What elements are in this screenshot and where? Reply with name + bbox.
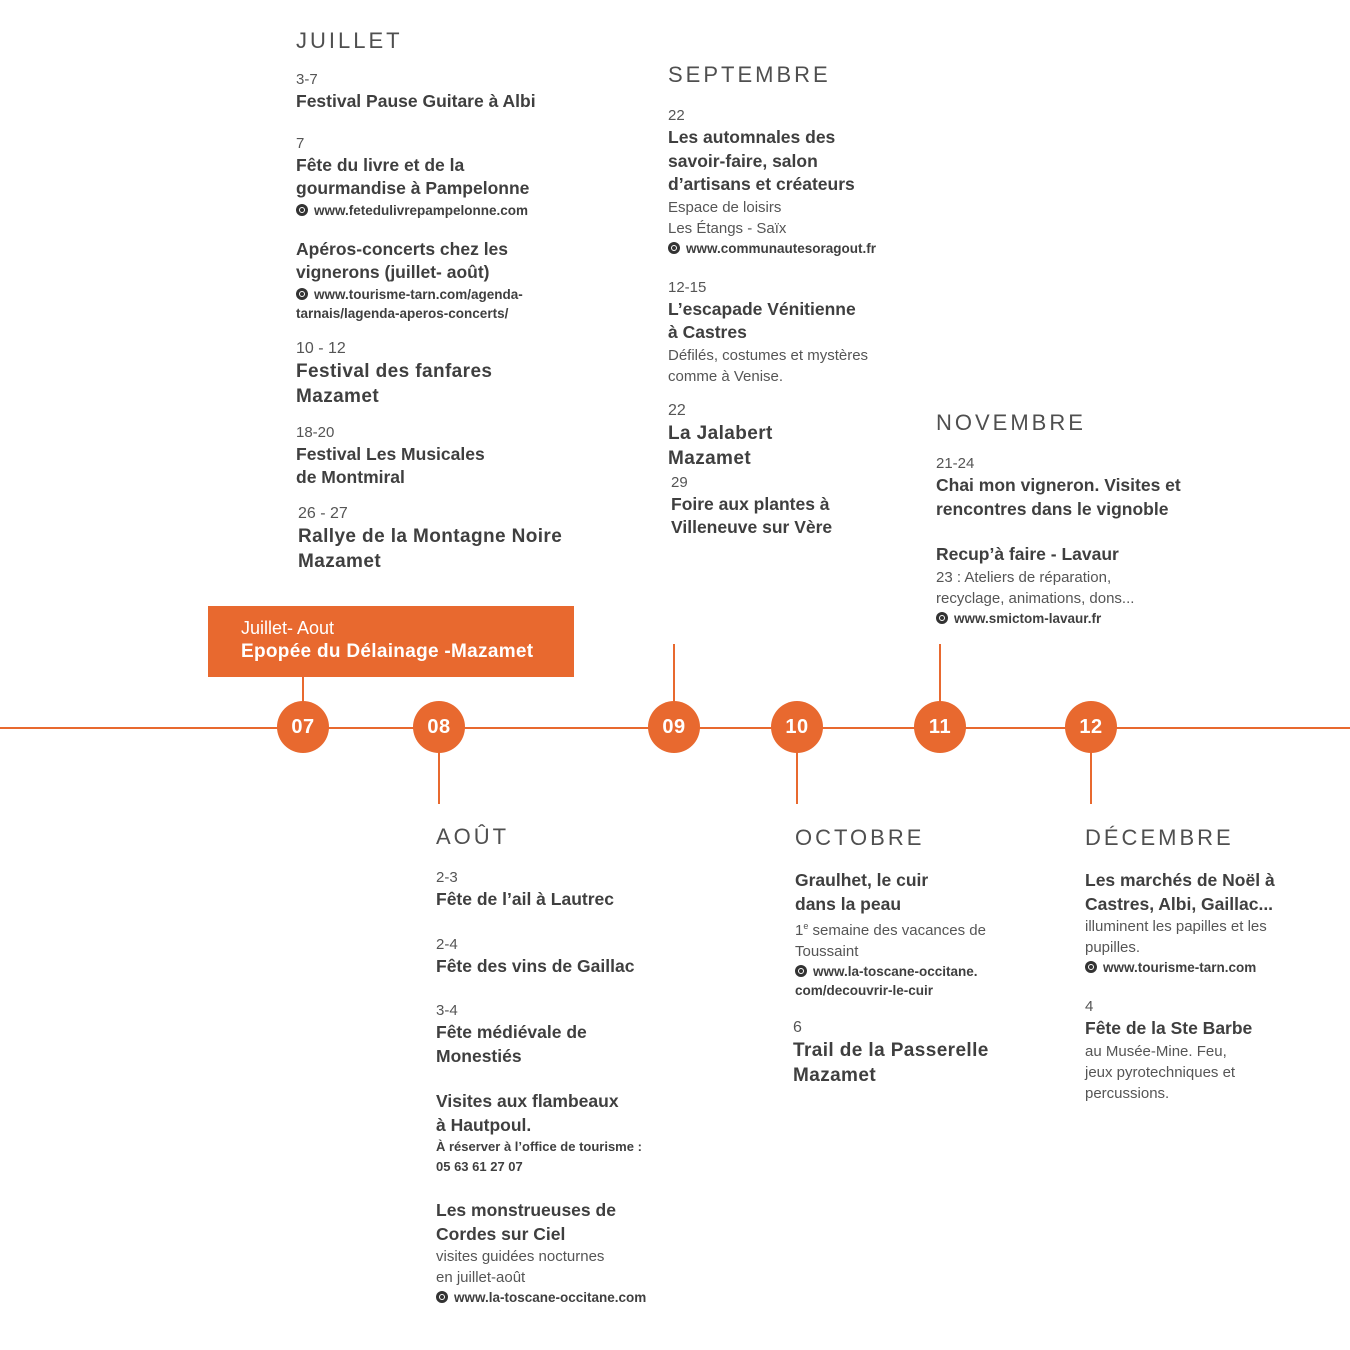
web-icon	[436, 1291, 448, 1303]
event-title: Graulhet, le cuir dans la peau	[795, 870, 929, 914]
event-link[interactable]: www.la-toscane-occitane. com/decouvrir-le-cuir	[795, 964, 978, 998]
event-title: Apéros-concerts chez les vignerons (juillet- août)	[296, 238, 509, 282]
event-item	[795, 869, 1055, 1000]
event-date: 21-24	[936, 455, 975, 472]
event-title: Recup’à faire - Lavaur	[936, 544, 1119, 564]
event-item	[296, 339, 596, 409]
event-date: 26 - 27	[298, 504, 348, 522]
event-description: 23 : Ateliers de réparation, recyclage, animations, dons...	[936, 568, 1135, 607]
event-title: Trail de la Passerelle Mazamet	[793, 1040, 989, 1086]
event-link[interactable]: www.smictom-lavaur.fr	[936, 609, 1226, 628]
month-title-october: OCTOBRE	[795, 825, 925, 850]
event-item	[1085, 997, 1325, 1104]
event-date: 3-7	[296, 71, 318, 88]
september-column	[668, 62, 928, 562]
event-description: visites guidées nocturnes en juillet-août	[436, 1248, 605, 1286]
event-item	[436, 1001, 736, 1068]
connector-09	[673, 644, 675, 704]
event-description: Défilés, costumes et mystères comme à Venise.	[668, 346, 869, 385]
event-item	[296, 423, 596, 490]
event-item	[668, 278, 928, 387]
event-description: au Musée-Mine. Feu, jeux pyrotechniques et percussions.	[1085, 1042, 1236, 1102]
august-column	[436, 824, 736, 1329]
event-description: Espace de loisirs Les Étangs - Saïx	[668, 198, 787, 237]
event-note: À réserver à l’office de tourisme : 05 63 61 27 07	[436, 1139, 642, 1174]
july-column	[296, 28, 596, 596]
event-item	[436, 868, 736, 912]
event-item	[936, 543, 1226, 628]
event-title: Fête de la Ste Barbe	[1085, 1018, 1253, 1038]
event-title: Les marchés de Noël à Castres, Albi, Gaillac...	[1085, 870, 1275, 914]
event-title: Chai mon vigneron. Visites et rencontres dans le vignoble	[936, 475, 1181, 519]
web-icon	[296, 204, 308, 216]
event-link[interactable]: www.communautesoragout.fr	[668, 239, 928, 258]
event-title: Fête des vins de Gaillac	[436, 955, 635, 976]
event-link[interactable]: www.tourisme-tarn.com	[1085, 958, 1325, 977]
connector-10	[796, 748, 798, 804]
event-date: 2-4	[436, 935, 458, 953]
event-title: Visites aux flambeaux à Hautpoul.	[436, 1091, 619, 1135]
event-title: Rallye de la Montagne Noire Mazamet	[298, 525, 563, 572]
event-item	[793, 1018, 1055, 1088]
month-node-08: 08	[413, 701, 465, 753]
event-title: Fête de l’ail à Lautrec	[436, 889, 614, 909]
banner-epopee	[208, 606, 574, 677]
december-column	[1085, 825, 1325, 1126]
web-icon	[668, 242, 680, 254]
month-node-11: 11	[914, 701, 966, 753]
event-date: 10 - 12	[296, 339, 346, 357]
event-title: Festival des fanfares Mazamet	[296, 360, 493, 407]
month-title-december: DÉCEMBRE	[1085, 825, 1234, 850]
event-date: 22	[668, 107, 685, 124]
event-date: 18-20	[296, 423, 335, 441]
event-link[interactable]: www.tourisme-tarn.com/agenda- tarnais/lagenda-aperos-concerts/	[296, 286, 523, 321]
event-title: Les automnales des savoir-faire, salon d’artisans et créateurs	[668, 127, 855, 194]
month-node-10: 10	[771, 701, 823, 753]
web-icon	[1085, 961, 1097, 973]
month-node-07: 07	[277, 701, 329, 753]
connector-08	[438, 748, 440, 804]
event-item	[296, 134, 596, 220]
event-date: 4	[1085, 998, 1094, 1015]
event-item	[436, 1199, 736, 1307]
event-item	[296, 238, 596, 323]
month-node-09: 09	[648, 701, 700, 753]
month-node-12: 12	[1065, 701, 1117, 753]
event-item	[671, 473, 928, 540]
event-title: Fête du livre et de la gourmandise à Pampelonne	[296, 154, 530, 198]
event-date: 6	[793, 1019, 802, 1036]
event-item	[1085, 869, 1325, 977]
event-item	[936, 454, 1226, 521]
event-link[interactable]: www.fetedulivrepampelonne.com	[296, 201, 596, 220]
event-item	[668, 401, 928, 471]
banner-title: Epopée du Délainage -Mazamet	[241, 641, 534, 662]
event-date: 22	[668, 401, 686, 419]
connector-11	[939, 644, 941, 704]
october-column	[795, 825, 1055, 1110]
event-title: La Jalabert Mazamet	[668, 422, 773, 469]
event-title: Festival Les Musicales de Montmiral	[296, 443, 485, 487]
event-title: Festival Pause Guitare à Albi	[296, 91, 536, 111]
connector-12	[1090, 748, 1092, 804]
event-title: L’escapade Vénitienne à Castres	[668, 298, 856, 342]
event-date: 2-3	[436, 869, 458, 886]
banner-dates: Juillet- Aout	[241, 618, 335, 638]
web-icon	[296, 288, 308, 300]
event-date: 3-4	[436, 1002, 458, 1019]
month-title-august: AOÛT	[436, 824, 510, 849]
event-item	[296, 70, 596, 114]
event-description: 1e semaine des vacances de Toussaint	[795, 921, 986, 960]
event-item	[668, 106, 928, 258]
month-title-november: NOVEMBRE	[936, 410, 1086, 435]
event-date: 29	[671, 473, 688, 491]
november-column	[936, 410, 1226, 650]
month-title-july: JUILLET	[296, 28, 403, 53]
event-item	[298, 504, 596, 574]
event-item	[436, 1090, 736, 1177]
month-title-september: SEPTEMBRE	[668, 62, 831, 87]
event-date: 12-15	[668, 278, 707, 296]
event-description: illuminent les papilles et les pupilles.	[1085, 918, 1267, 956]
web-icon	[936, 612, 948, 624]
event-link[interactable]: www.la-toscane-occitane.com	[436, 1288, 736, 1307]
event-title: Fête médiévale de Monestiés	[436, 1022, 587, 1066]
web-icon	[795, 965, 807, 977]
event-date: 7	[296, 134, 305, 152]
event-item	[436, 935, 736, 979]
event-title: Les monstrueuses de Cordes sur Ciel	[436, 1200, 616, 1244]
event-title: Foire aux plantes à Villeneuve sur Vère	[671, 493, 833, 537]
